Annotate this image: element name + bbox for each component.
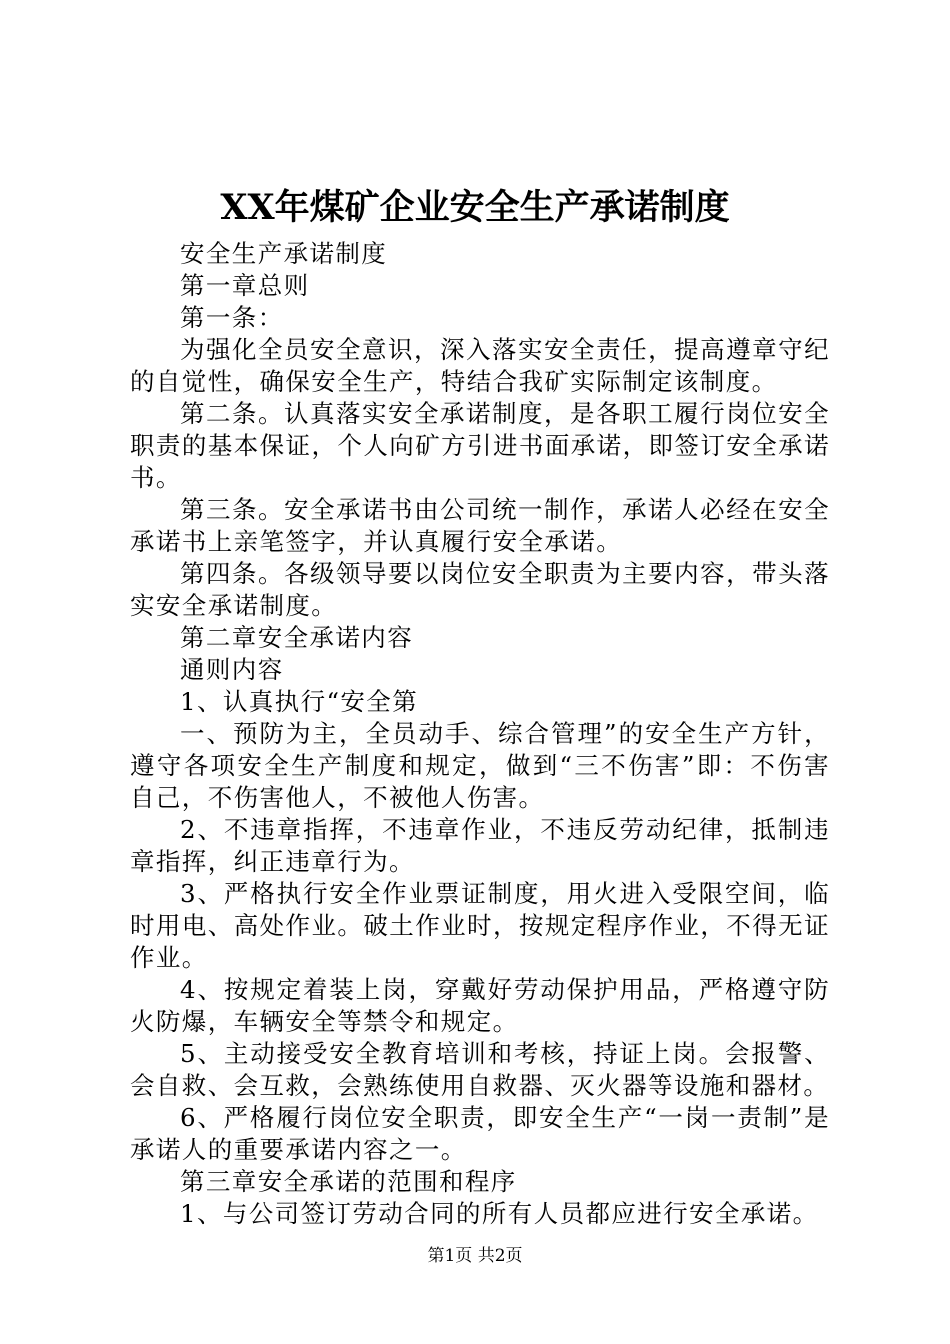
paragraph: 为强化全员安全意识，深入落实安全责任，提高遵章守纪的自觉性，确保安全生产，特结合我矿实际制定该制度。 [130, 335, 830, 396]
list-item: 2、不违章指挥，不违章作业，不违反劳动纪律，抵制违章指挥，纠正违章行为。 [130, 815, 830, 876]
document-title: XX年煤矿企业安全生产承诺制度 [220, 187, 730, 228]
list-item: 3、严格执行安全作业票证制度，用火进入受限空间，临时用电、高处作业。破土作业时，按规定程序作业，不得无证作业。 [130, 879, 830, 972]
page-footer: 第1页 共2页 [427, 1246, 523, 1266]
paragraph: 安全生产承诺制度 [180, 239, 388, 268]
paragraph: 第二条。认真落实安全承诺制度，是各职工履行岗位安全职责的基本保证，个人向矿方引进书面承诺，即签订安全承诺书。 [130, 399, 830, 492]
list-item: 5、主动接受安全教育培训和考核，持证上岗。会报警、会自救、会互救，会熟练使用自救器、灭火器等设施和器材。 [130, 1039, 830, 1100]
list-item: 1、认真执行“安全第 [180, 687, 419, 716]
chapter-heading: 第三章安全承诺的范围和程序 [180, 1167, 517, 1196]
paragraph: 第三条。安全承诺书由公司统一制作，承诺人必经在安全承诺书上亲笔签字，并认真履行安全承诺。 [130, 495, 830, 556]
chapter-heading: 第二章安全承诺内容 [180, 623, 414, 652]
paragraph: 第四条。各级领导要以岗位安全职责为主要内容，带头落实安全承诺制度。 [130, 559, 830, 620]
document-body [130, 238, 830, 1230]
section-heading: 通则内容 [180, 655, 284, 684]
paragraph: 一、预防为主，全员动手、综合管理”的安全生产方针，遵守各项安全生产制度和规定，做到“三不伤害”即：不伤害自己，不伤害他人，不被他人伤害。 [130, 719, 830, 812]
article-heading: 第一条： [180, 303, 284, 332]
list-item: 6、严格履行岗位安全职责，即安全生产“一岗一责制”是承诺人的重要承诺内容之一。 [130, 1103, 830, 1164]
list-item: 1、与公司签订劳动合同的所有人员都应进行安全承诺。 [180, 1199, 819, 1228]
list-item: 4、按规定着装上岗，穿戴好劳动保护用品，严格遵守防火防爆，车辆安全等禁令和规定。 [130, 975, 830, 1036]
chapter-heading: 第一章总则 [180, 271, 310, 300]
